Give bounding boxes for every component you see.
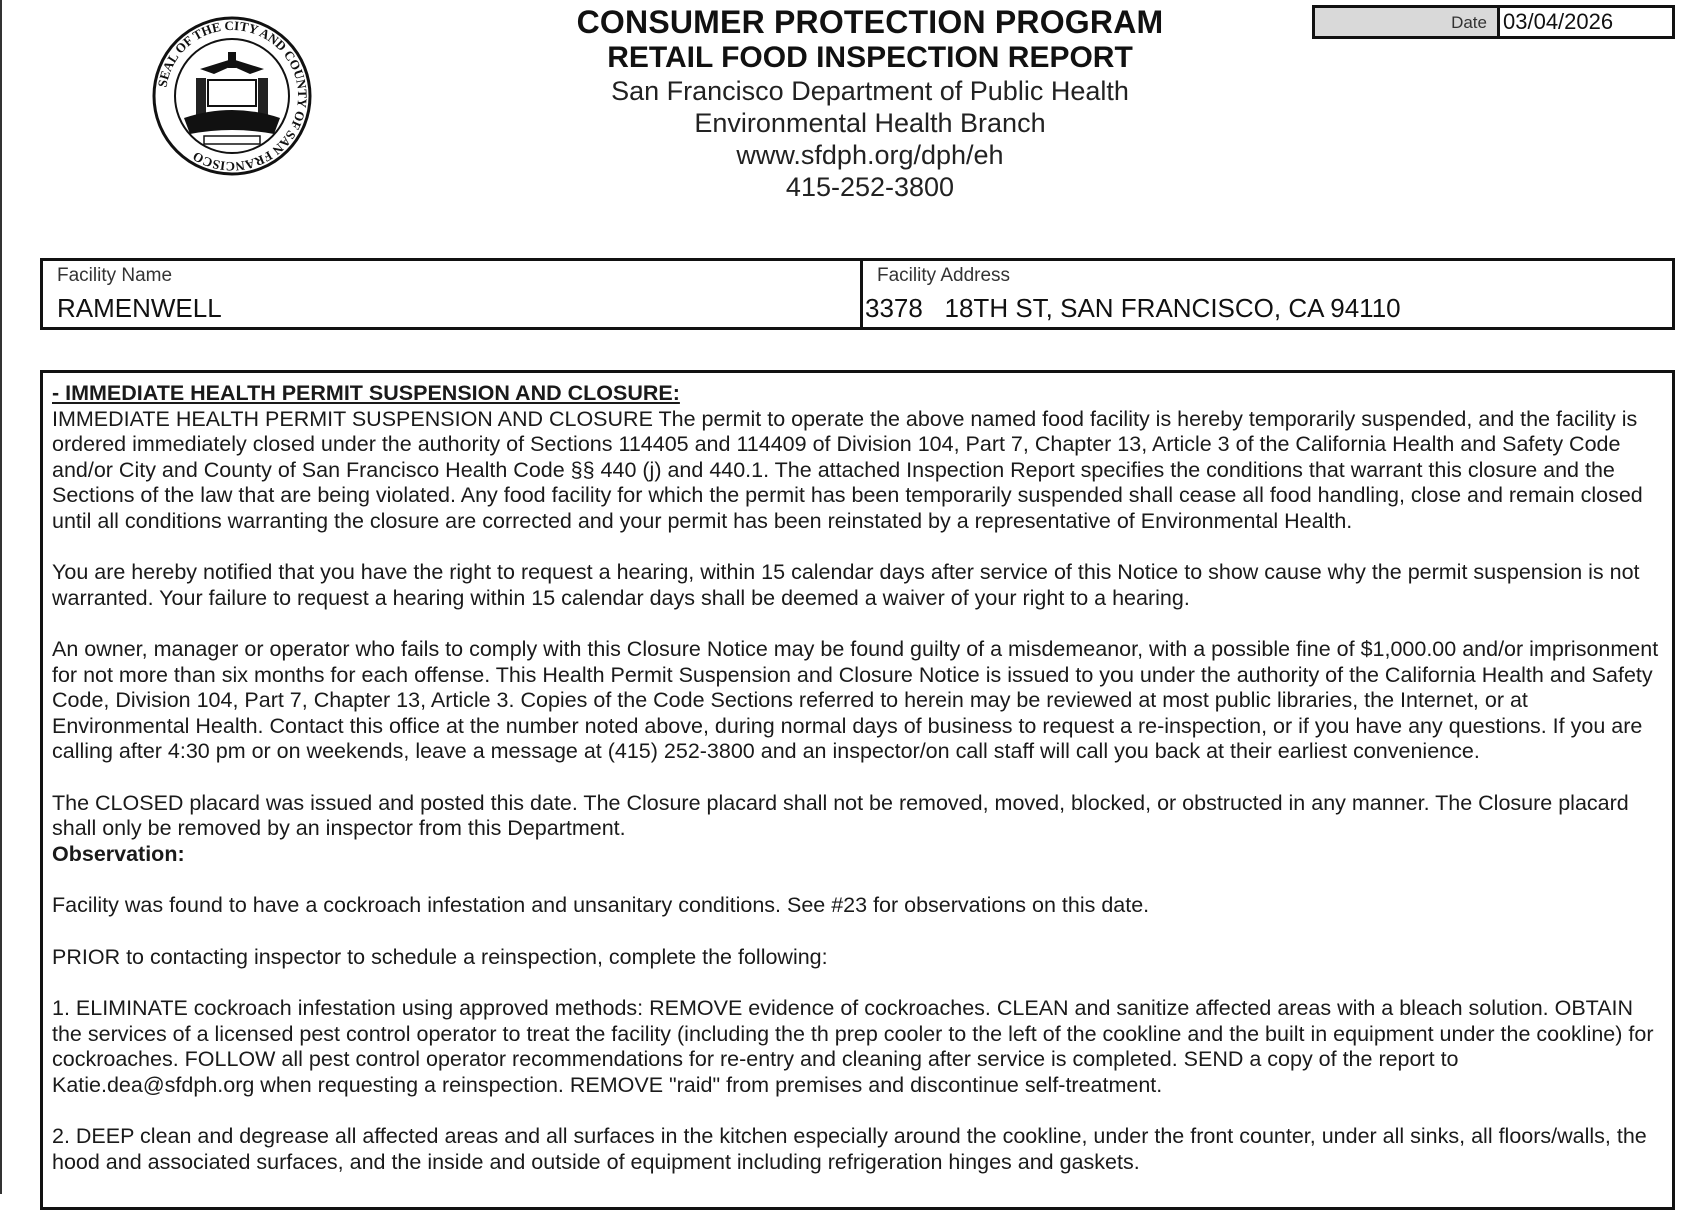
prior-instructions: PRIOR to contacting inspector to schedule a reinspection, complete the following: [52,944,828,969]
notice-paragraph: The CLOSED placard was issued and posted this date. The Closure placard shall not be removed, moved, blocked, or obstructed in any manner. The Closure placard shall only be removed by an inspector from this Department. [52,790,1629,840]
report-title: RETAIL FOOD INSPECTION REPORT [607,41,1133,74]
program-title: CONSUMER PROTECTION PROGRAM [576,4,1164,40]
date-label: Date [1315,8,1500,36]
date-field [1312,5,1675,39]
website-link[interactable]: www.sfdph.org/dph/eh [736,140,1004,170]
notice-paragraph: You are hereby notified that you have the right to request a hearing, within 15 calendar days after service of this Notice to show cause why the permit suspension is not warranted. Your failure to request a hearing within 15 calendar days shall be deemed a waiver of your right to a hearing. [52,560,1640,610]
facility-address-cell [863,261,1672,327]
department-name: San Francisco Department of Public Health [611,76,1129,106]
closure-notice-box [40,370,1675,1210]
notice-title: - IMMEDIATE HEALTH PERMIT SUSPENSION AND CLOSURE: [52,381,680,405]
page-left-border [0,0,2,1194]
date-value: 03/04/2026 [1503,9,1614,34]
report-header [470,0,1270,203]
facility-name-value: RAMENWELL [57,293,222,323]
facility-name-cell [43,261,863,327]
observation-label: Observation: [52,841,185,866]
observation-text: Facility was found to have a cockroach infestation and unsanitary conditions. See #23 for observations on this date. [52,893,1150,917]
facility-address-value: 3378 18TH ST, SAN FRANCISCO, CA 94110 [865,293,1401,323]
corrective-step: 1. ELIMINATE cockroach infestation using approved methods: REMOVE evidence of cockroaches. CLEAN and sanitize affected areas with a bleach solution. OBTAIN the services of a licensed pest control operator to treat the facility (including the th prep cooler to the left of the cookline and the built in equipment under the cookline) for cockroaches. FOLLOW all pest control operator recommendations for re-entry and cleaning after service is completed. SEND a copy of the report to Katie.dea@sfdph.org when requesting a reinspection. REMOVE "raid" from premises and discontinue self-treatment. [52,996,1654,1097]
seal-text: SEAL OF THE CITY AND COUNTY OF SAN FRANCISCO [154,17,311,175]
facility-address-label: Facility Address [877,265,1011,286]
phone-number: 415-252-3800 [785,172,955,202]
facility-name-label: Facility Name [57,265,173,286]
branch-name: Environmental Health Branch [694,108,1046,138]
notice-paragraph: An owner, manager or operator who fails to comply with this Closure Notice may be found guilty of a misdemeanor, with a possible fine of $1,000.00 and/or imprisonment for not more than six months for each offense. This Health Permit Suspension and Closure Notice is issued to you under the authority of the California Health and Safety Code, Division 104, Part 7, Chapter 13, Article 3. Copies of the Code Sections referred to herein may be reviewed at most public libraries, the Internet, or at Environmental Health. Contact this office at the number noted above, during normal days of business to request a re-inspection, or if you have any questions. If you are calling after 4:30 pm or on weekends, leave a message at (415) 252-3800 and an inspector/on call staff will call you back at their earliest convenience. [52,637,1659,763]
facility-info-table [40,258,1675,330]
sf-city-county-seal-logo [150,14,314,178]
corrective-step: 2. DEEP clean and degrease all affected areas and all surfaces in the kitchen especially around the cookline, under the front counter, under all sinks, all floors/walls, the hood and associated surfaces, and the inside and outside of equipment including refrigeration hinges and gaskets. [52,1124,1647,1174]
notice-paragraph: IMMEDIATE HEALTH PERMIT SUSPENSION AND CLOSURE The permit to operate the above named food facility is hereby temporarily suspended, and the facility is ordered immediately closed under the authority of Sections 114405 and 114409 of Division 104, Part 7, Chapter 13, Article 3 of the California Health and Safety Code and/or City and County of San Francisco Health Code §§ 440 (j) and 440.1. The attached Inspection Report specifies the conditions that warrant this closure and the Sections of the law that are being violated. Any food facility for which the permit has been temporarily suspended shall cease all food handling, close and remain closed until all conditions warranting the closure are corrected and your permit has been reinstated by a representative of Environmental Health. [52,406,1643,533]
